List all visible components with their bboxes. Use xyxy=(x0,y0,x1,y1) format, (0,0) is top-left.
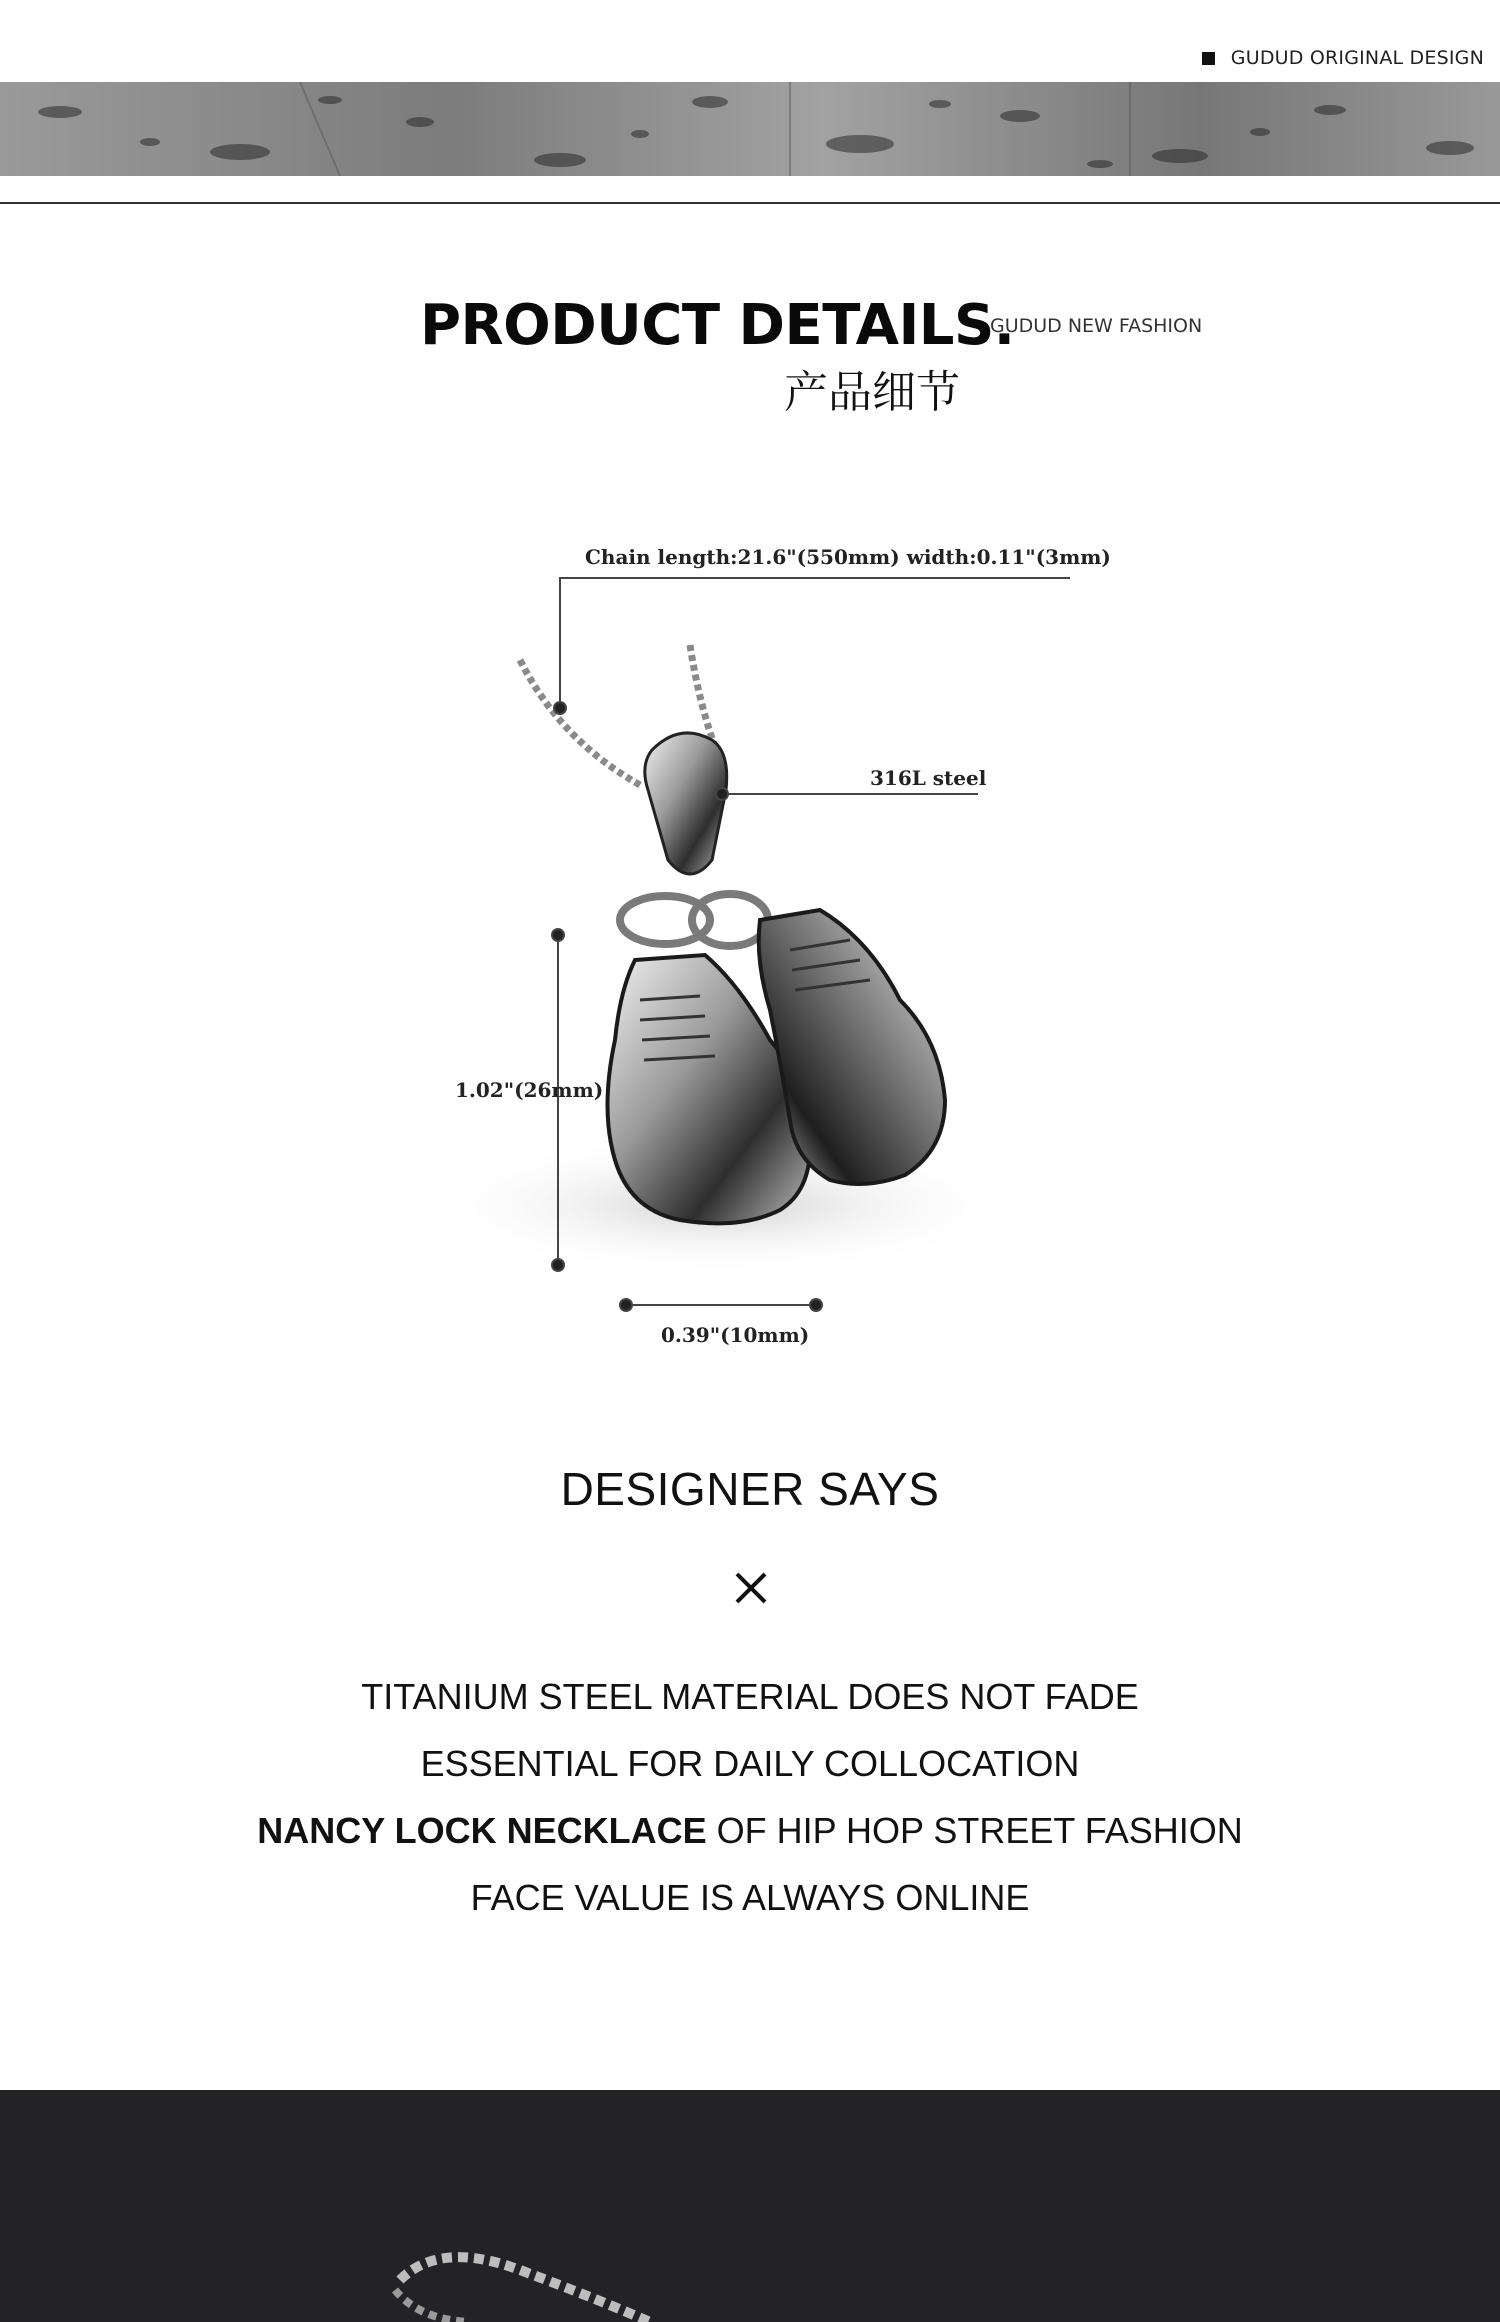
designer-line-3 xyxy=(0,1810,1500,1852)
dark-section xyxy=(0,2090,1500,2322)
width-spec-label: 0.39"(10mm) xyxy=(661,1323,810,1347)
square-bullet-icon xyxy=(1202,52,1215,65)
product-name-bold: NANCY LOCK NECKLACE xyxy=(257,1810,707,1851)
designer-heading: DESIGNER SAYS xyxy=(560,1463,940,1515)
designer-line-3-rest: OF HIP HOP STREET FASHION xyxy=(706,1810,1243,1851)
pendant-rings xyxy=(620,894,768,946)
brand-tag xyxy=(1202,47,1484,69)
designer-line-4: FACE VALUE IS ALWAYS ONLINE xyxy=(470,1877,1030,1918)
chain-photo-partial xyxy=(0,2090,1500,2322)
brand-label: GUDUD ORIGINAL DESIGN xyxy=(1230,47,1484,69)
material-label: 316L steel xyxy=(870,766,987,790)
height-spec-label: 1.02"(26mm) xyxy=(455,1078,604,1102)
grunge-texture xyxy=(0,82,1500,176)
pendant-diagram xyxy=(0,440,1500,1400)
chinese-title: 产品细节 xyxy=(784,367,960,418)
close-icon xyxy=(733,1570,769,1606)
designer-line-1: TITANIUM STEEL MATERIAL DOES NOT FADE xyxy=(361,1676,1139,1717)
divider-line xyxy=(0,202,1500,204)
designer-line-2: ESSENTIAL FOR DAILY COLLOCATION xyxy=(420,1743,1080,1784)
title-subtag: GUDUD NEW FASHION xyxy=(990,315,1203,337)
product-image xyxy=(0,440,1500,1400)
chain-spec-label: Chain length:21.6"(550mm) width:0.11"(3mm) xyxy=(585,545,1111,569)
pendant-bail xyxy=(645,733,727,874)
page-title: PRODUCT DETAILS. xyxy=(420,293,1015,358)
grunge-banner xyxy=(0,82,1500,176)
